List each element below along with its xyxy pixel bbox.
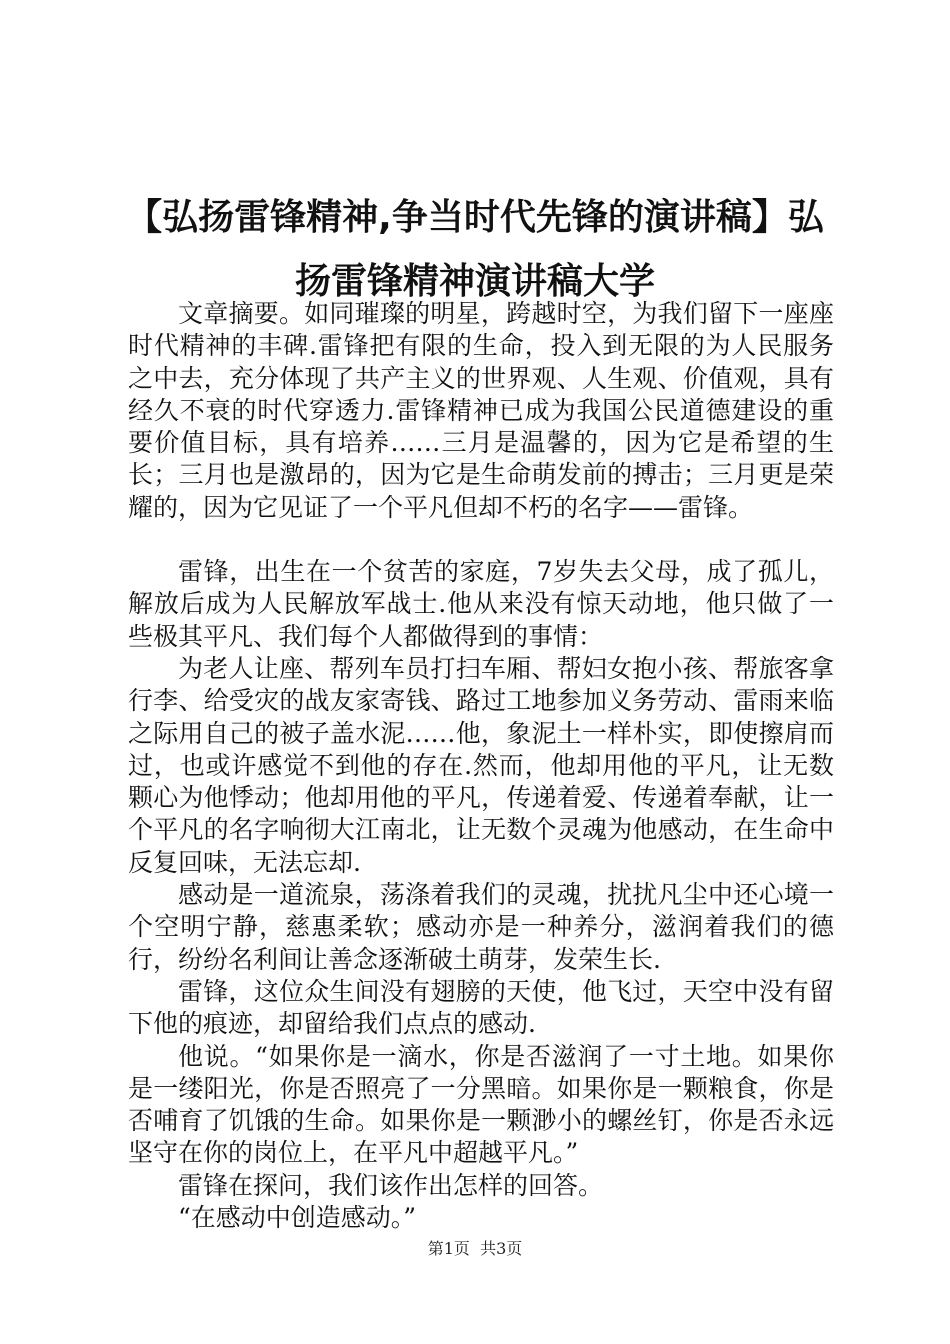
page-footer xyxy=(0,1236,950,1259)
page-number: 第1页 共3页 xyxy=(427,1239,523,1258)
paragraph-quote: 他说。“如果你是一滴水，你是否滋润了一寸土地。如果你是一缕阳光，你是否照亮了一分黑暗。如果你是一颗粮食，你是否哺育了饥饿的生命。如果你是一颗渺小的螺丝钉，你是否永远坚守在你的岗位上，在平凡中超越平凡。” xyxy=(128,1041,834,1168)
paragraph-deeds: 为老人让座、帮列车员打扫车厢、帮妇女抱小孩、帮旅客拿行李、给受灾的战友家寄钱、路过工地参加义务劳动、雷雨来临之际用自己的被子盖水泥……他，象泥土一样朴实，即使擦肩而过，也或许感觉不到他的存在.然而，他却用他的平凡，让无数颗心为他悸动；他却用他的平凡，传递着爱、传递着奉献，让一个平凡的名字响彻大江南北，让无数个灵魂为他感动，在生命中反复回味，无法忘却. xyxy=(128,653,834,877)
paragraph-angel: 雷锋，这位众生间没有翅膀的天使，他飞过，天空中没有留下他的痕迹，却留给我们点点的感动. xyxy=(128,976,834,1039)
document-title: 【弘扬雷锋精神,争当时代先锋的演讲稿】弘扬雷锋精神演讲稿大学 xyxy=(126,197,824,302)
paragraph-summary: 文章摘要。如同璀璨的明星，跨越时空，为我们留下一座座时代精神的丰碑.雷锋把有限的生命，投入到无限的为人民服务之中去，充分体现了共产主义的世界观、人生观、价值观，具有经久不衰的时代穿透力.雷锋精神已成为我国公民道德建设的重要价值目标，具有培养……三月是温馨的，因为它是希望的生长；三月也是激昂的，因为它是生命萌发前的搏击；三月更是荣耀的，因为它见证了一个平凡但却不朽的名字——雷锋。 xyxy=(128,299,834,522)
document-body xyxy=(128,298,834,1234)
paragraph-answer: “在感动中创造感动。” xyxy=(178,1203,417,1233)
paragraph-question: 雷锋在探问，我们该作出怎样的回答。 xyxy=(178,1170,604,1200)
paragraph-moved: 感动是一道流泉，荡涤着我们的灵魂，扰扰凡尘中还心境一个空明宁静，慈惠柔软；感动亦是一种养分，滋润着我们的德行，纷纷名利间让善念逐渐破土萌芽，发荣生长. xyxy=(128,880,834,974)
paragraph-birth: 雷锋，出生在一个贫苦的家庭，7岁失去父母，成了孤儿，解放后成为人民解放军战士.他从来没有惊天动地，他只做了一些极其平凡、我们每个人都做得到的事情： xyxy=(128,557,834,651)
